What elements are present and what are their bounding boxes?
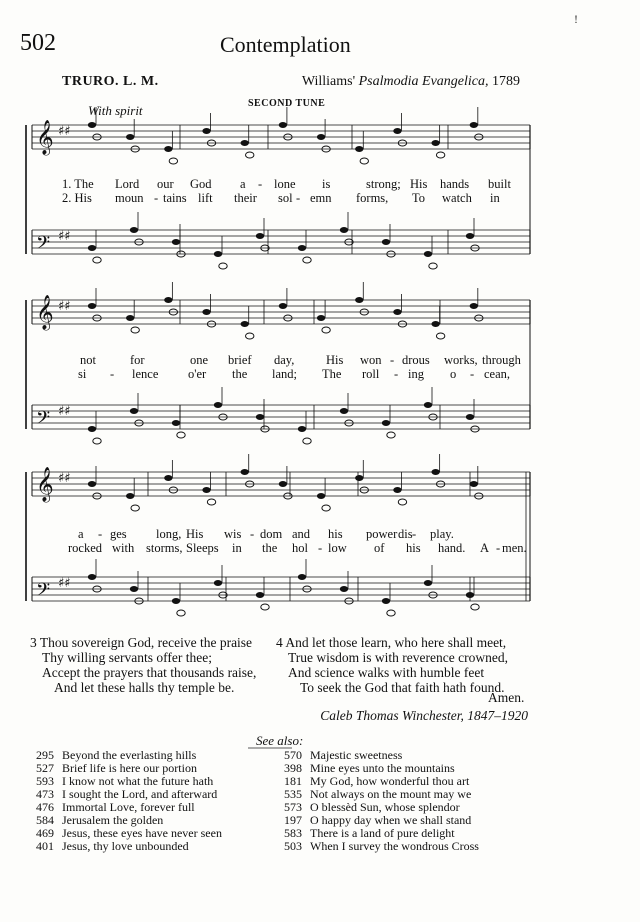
lyric-syllable: lence [132,367,159,381]
lyric-syllable: si [78,367,87,381]
svg-text:♯♯: ♯♯ [58,471,71,486]
lyric-syllable: hands [440,177,470,191]
svg-text:𝄢: 𝄢 [36,408,51,433]
svg-text:𝄞: 𝄞 [36,467,54,502]
hymn-title: Jesus, thy love unbounded [62,839,189,853]
source-year: 1789 [492,74,520,89]
see-also-label: See also: [256,733,304,748]
lyric-syllable: forms, [356,191,389,205]
hymn-title: Not always on the mount may we [310,787,472,801]
lyric-syllable: - [296,191,301,205]
lyric-syllable: with [112,541,135,555]
hymn-title: O blessèd Sun, whose splendor [310,800,460,814]
lyric-syllable: hand. [438,541,466,555]
svg-text:♯♯: ♯♯ [58,576,71,591]
lyric-syllable: dom [260,527,283,541]
verse-3-line: Thy willing servants offer thee; [42,650,212,665]
lyric-syllable: 1. The [62,177,94,191]
lyric-syllable: - [154,191,159,205]
lyric-syllable: 2. His [62,191,92,205]
hymn-number: 469 [36,826,54,840]
lyric-syllable: To [412,191,426,205]
lyric-syllable: a [240,177,246,191]
verse-4-line: True wisdom is with reverence crowned, [288,650,508,665]
hymn-title: Mine eyes unto the mountains [310,761,455,775]
lyric-syllable: ing [408,367,424,381]
hymn-title: I sought the Lord, and afterward [62,787,218,801]
hymn-title: When I survey the wondrous Cross [310,839,479,853]
lyric-syllable: A [480,541,490,555]
lyric-syllable: the [262,541,278,555]
lyric-syllable: low [328,541,347,555]
verse-3-line: 3 Thou sovereign God, receive the praise [30,635,253,650]
see-also-entry [278,840,479,853]
lyric-syllable: hol [292,541,308,555]
lyric-syllable: - [110,367,115,381]
lyric-syllable: works, [444,353,478,367]
svg-text:♯♯: ♯♯ [58,124,71,139]
lyric-syllable: - [394,367,399,381]
lyric-syllable: in [490,191,500,205]
lyric-syllable: day, [274,353,295,367]
svg-text:♯♯: ♯♯ [58,404,71,419]
lyric-syllable: Sleeps [186,541,219,555]
lyric-syllable: - [258,177,263,191]
hymn-number: 503 [284,839,302,853]
svg-text:♯♯: ♯♯ [58,299,71,314]
hymn-title: Jerusalem the golden [62,813,164,827]
svg-text:𝄢: 𝄢 [36,233,51,258]
lyric-syllable: tains [163,191,187,205]
hymn-title: There is a land of pure delight [310,826,455,840]
lyric-syllable: play. [430,527,454,541]
hymn-number: 398 [284,761,302,775]
hymn-number: 535 [284,787,302,801]
section-title: Contemplation [220,32,351,57]
lyric-syllable: not [80,353,96,367]
lyric-syllable: for [130,353,145,367]
lyric-syllable: - [496,541,501,555]
hymn-title: Majestic sweetness [310,748,403,762]
lyric-syllable: men. [502,541,527,555]
lyric-syllable: moun [115,191,144,205]
svg-text:♯♯: ♯♯ [58,229,71,244]
hymn-number: 584 [36,813,54,827]
hymn-number: 295 [36,748,54,762]
lyric-syllable: is [322,177,331,191]
lyric-syllable: storms, [146,541,183,555]
lyric-syllable: won [360,353,382,367]
hymn-number: 197 [284,813,302,827]
lyric-syllable: strong; [366,177,401,191]
hymn-title: My God, how wonderful thou art [310,774,470,788]
lyric-syllable: - [412,527,417,541]
see-also-right [278,749,479,853]
verse-4-line: 4 And let those learn, who here shall meet, [276,635,507,650]
page-number: 502 [20,30,56,56]
lyric-syllable: land; [272,367,297,381]
lyric-syllable: His [186,527,204,541]
tune-name: TRURO. L. M. [62,74,159,89]
lyric-syllable: - [98,527,103,541]
see-also-left [30,749,222,853]
lyric-syllable: His [326,353,344,367]
verse-4-line: And science walks with humble feet [288,665,485,680]
hymn-number: 593 [36,774,54,788]
hymn-title: Immortal Love, forever full [62,800,195,814]
lyric-syllable: in [232,541,242,555]
svg-text:𝄞: 𝄞 [36,120,54,155]
hymn-number: 527 [36,761,54,775]
lyric-syllable: cean, [484,367,511,381]
hymn-number: 476 [36,800,54,814]
lyric-syllable: long, [156,527,182,541]
lyric-syllable: - [470,367,475,381]
verse-3-line: And let these halls thy temple be. [54,680,235,695]
lyric-syllable: rocked [68,541,103,555]
lyric-syllable: The [322,367,342,381]
author-dates: 1847–1920 [467,708,528,723]
lyric-syllable: sol [278,191,293,205]
hymn-title: I know not what the future hath [62,774,214,788]
amen: Amen. [488,690,525,705]
lyric-syllable: a [78,527,84,541]
lyric-syllable: their [234,191,257,205]
lyric-syllable: drous [402,353,430,367]
page-edge-mark: ! [574,12,578,26]
lyric-syllable: brief [228,353,252,367]
lyric-syllable: - [250,527,255,541]
second-tune-label: SECOND TUNE [248,98,326,109]
lyric-syllable: of [374,541,385,555]
lyric-syllable: built [488,177,511,191]
verse-4-line: To seek the God that faith hath found. [300,680,505,695]
hymn-number: 573 [284,800,302,814]
lyric-syllable: ges [110,527,127,541]
lyric-syllable: Lord [115,177,140,191]
hymn-number: 570 [284,748,302,762]
lyric-syllable: power [366,527,398,541]
hymn-number: 181 [284,774,302,788]
source-prefix: Williams' [301,74,356,89]
lyric-syllable: - [318,541,323,555]
lyric-syllable: - [390,353,395,367]
svg-text:𝄞: 𝄞 [36,295,54,330]
svg-text:𝄢: 𝄢 [36,580,51,605]
hymn-title: Brief life is here our portion [62,761,197,775]
lyric-syllable: our [157,177,174,191]
lyric-syllable: o'er [188,367,207,381]
hymn-title: Jesus, these eyes have never seen [62,826,222,840]
lyric-syllable: roll [362,367,380,381]
lyric-syllable: lone [274,177,296,191]
lyric-syllable: dis [398,527,413,541]
lyric-syllable: the [232,367,248,381]
lyric-syllable: watch [442,191,472,205]
hymn-number: 473 [36,787,54,801]
lyric-syllable: His [410,177,428,191]
lyric-syllable: wis [224,527,242,541]
hymn-title: O happy day when we shall stand [310,813,472,827]
lyric-syllable: through [482,353,521,367]
hymn-title: Beyond the everlasting hills [62,748,197,762]
see-also-entry [30,840,222,853]
lyric-syllable: his [328,527,343,541]
lyric-syllable: God [190,177,212,191]
lyric-syllable: his [406,541,421,555]
hymn-number: 401 [36,839,54,853]
verse-3-line: Accept the prayers that thousands raise, [42,665,257,680]
lyric-syllable: o [450,367,457,381]
source-title: Psalmodia Evangelica, [358,74,489,89]
lyric-syllable: emn [310,191,332,205]
hymn-number: 583 [284,826,302,840]
tempo-marking: With spirit [88,103,143,118]
lyric-syllable: lift [198,191,213,205]
lyric-syllable: one [190,353,209,367]
author-name: Caleb Thomas Winchester, [320,708,464,723]
lyric-syllable: and [292,527,311,541]
